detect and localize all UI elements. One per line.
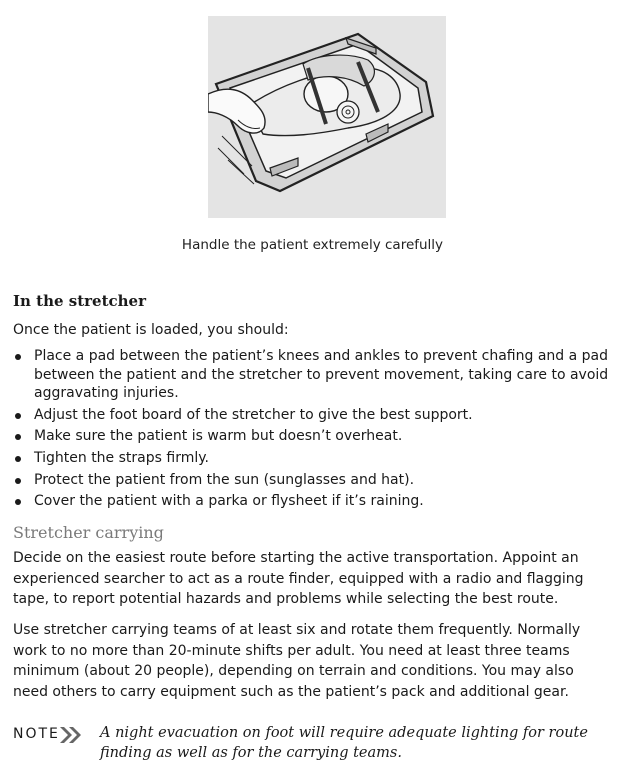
list-item: Adjust the foot board of the stretcher to give the best support. [13,406,613,425]
stretcher-illustration-svg [208,16,446,218]
section-intro: Once the patient is loaded, you should: [13,322,289,338]
body-paragraph-route: Decide on the easiest route before starting the active transportation. Appoint an experienced searcher to act as a route finder, equipped with a radio and flagging tape, to report potential hazards and problems while selecting the best route. [13,550,584,608]
double-chevron-right-icon [58,725,84,745]
body-paragraph-teams: Use stretcher carrying teams of at least six and rotate them frequently. Normally work to no more than 20-minute shifts per adult. You need at least three teams minimum (about 20 people), depending on terrain and conditions. You may also need others to carry equipment such as the patient’s pack and additional gear. [13,622,581,700]
stretcher-bullet-list [13,347,613,514]
list-item: Tighten the straps firmly. [13,449,613,468]
figure-caption: Handle the patient extremely carefully [181,237,444,253]
list-item: Make sure the patient is warm but doesn’t overheat. [13,427,613,446]
list-item: Protect the patient from the sun (sunglasses and hat). [13,471,613,490]
list-item: Place a pad between the patient’s knees and ankles to prevent chafing and a pad between the patient and the stretcher to prevent movement, taking care to avoid aggravating injuries. [13,347,613,403]
note-label: NOTE [13,726,60,742]
section-heading-stretcher-carrying: Stretcher carrying [13,523,164,542]
list-item: Cover the patient with a parka or flysheet if it’s raining. [13,492,613,511]
note-text: A night evacuation on foot will require adequate lighting for route finding as well as for the carrying teams. [100,725,588,761]
stretcher-illustration [208,16,446,218]
section-heading-in-the-stretcher: In the stretcher [13,292,146,310]
